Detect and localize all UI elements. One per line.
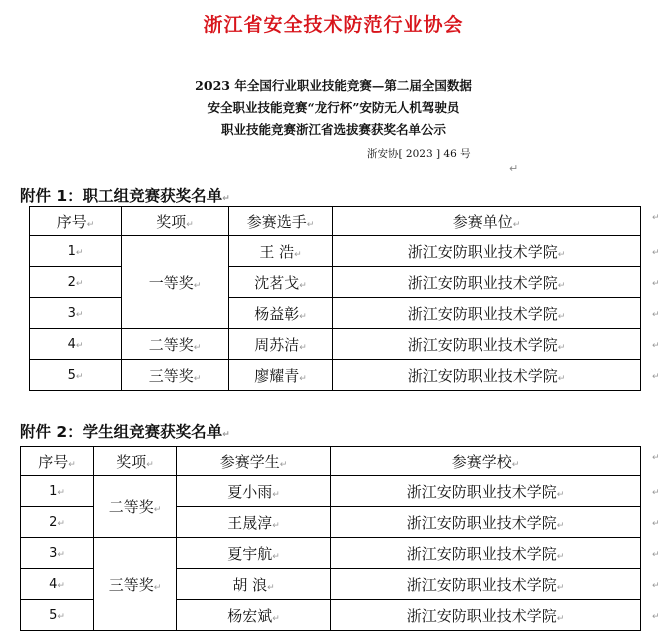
award-cell: 三等奖↵ [94,538,177,631]
document-title-line-1: 2023 年全国行业职业技能竞赛—第二届全国数据 [195,78,472,93]
table-row [21,538,641,569]
table-row [30,329,641,360]
row-number: 1↵ [21,476,94,507]
student-award-table [20,446,641,631]
document-title-line-3: 职业技能竞赛浙江省选拔赛获奖名单公示 [220,122,446,137]
table-header-row [30,207,641,236]
school-name: 浙江安防职业技术学院↵ [331,600,641,631]
contestant-name: 杨益彰↵ [229,298,333,329]
school-name: 浙江安防职业技术学院↵ [331,476,641,507]
document-title-line-2: 安全职业技能竞赛“龙行杯”安防无人机驾驶员 [207,100,460,115]
unit-name: 浙江安防职业技术学院↵ [333,298,641,329]
paragraph-mark: ↵ [509,162,519,175]
school-name: 浙江安防职业技术学院↵ [331,569,641,600]
table2-title: 附件 2：学生组竞赛获奖名单↵ [20,423,230,441]
col-header-school: 参赛学校↵ [331,447,641,476]
row-number: 2↵ [30,267,122,298]
col-header-award: 奖项↵ [122,207,229,236]
row-end-mark: ↵ [652,279,660,289]
table-row [30,298,641,329]
unit-name: 浙江安防职业技术学院↵ [333,329,641,360]
student-name: 王晟淳↵ [177,507,331,538]
student-name: 胡 浪↵ [177,569,331,600]
contestant-name: 王 浩↵ [229,236,333,267]
student-name: 杨宏斌↵ [177,600,331,631]
row-number: 5↵ [30,360,122,391]
row-end-mark: ↵ [652,453,660,463]
contestant-name: 周苏洁↵ [229,329,333,360]
row-end-mark: ↵ [652,372,660,382]
row-end-mark: ↵ [652,310,660,320]
row-end-mark: ↵ [652,519,660,529]
student-name: 夏小雨↵ [177,476,331,507]
col-header-number: 序号↵ [21,447,94,476]
contestant-name: 廖耀青↵ [229,360,333,391]
document-number: 浙安协[ 2023 ] 46 号 [367,148,471,160]
row-end-mark: ↵ [652,550,660,560]
row-end-mark: ↵ [652,581,660,591]
unit-name: 浙江安防职业技术学院↵ [333,236,641,267]
col-header-student: 参赛学生↵ [177,447,331,476]
col-header-contestant: 参赛选手↵ [229,207,333,236]
unit-name: 浙江安防职业技术学院↵ [333,360,641,391]
table-row [30,360,641,391]
contestant-name: 沈茗戈↵ [229,267,333,298]
row-number: 3↵ [21,538,94,569]
table-row [30,267,641,298]
row-end-mark: ↵ [652,213,660,223]
table-header-row [21,447,641,476]
unit-name: 浙江安防职业技术学院↵ [333,267,641,298]
staff-award-table [29,206,641,391]
table1-title: 附件 1：职工组竞赛获奖名单↵ [20,187,230,205]
row-end-mark: ↵ [652,488,660,498]
row-number: 3↵ [30,298,122,329]
school-name: 浙江安防职业技术学院↵ [331,538,641,569]
row-number: 4↵ [21,569,94,600]
col-header-award: 奖项↵ [94,447,177,476]
award-cell: 三等奖↵ [122,360,229,391]
award-cell: 二等奖↵ [122,329,229,360]
award-cell: 一等奖↵ [122,236,229,329]
school-name: 浙江安防职业技术学院↵ [331,507,641,538]
row-number: 5↵ [21,600,94,631]
organization-title: 浙江省安全技术防范行业协会 [203,14,464,36]
col-header-unit: 参赛单位↵ [333,207,641,236]
row-number: 1↵ [30,236,122,267]
row-end-mark: ↵ [652,341,660,351]
row-number: 4↵ [30,329,122,360]
row-end-mark: ↵ [652,248,660,258]
student-name: 夏宇航↵ [177,538,331,569]
table-row [30,236,641,267]
award-cell: 二等奖↵ [94,476,177,538]
row-number: 2↵ [21,507,94,538]
col-header-number: 序号↵ [30,207,122,236]
table-row [21,476,641,507]
row-end-mark: ↵ [652,612,660,622]
